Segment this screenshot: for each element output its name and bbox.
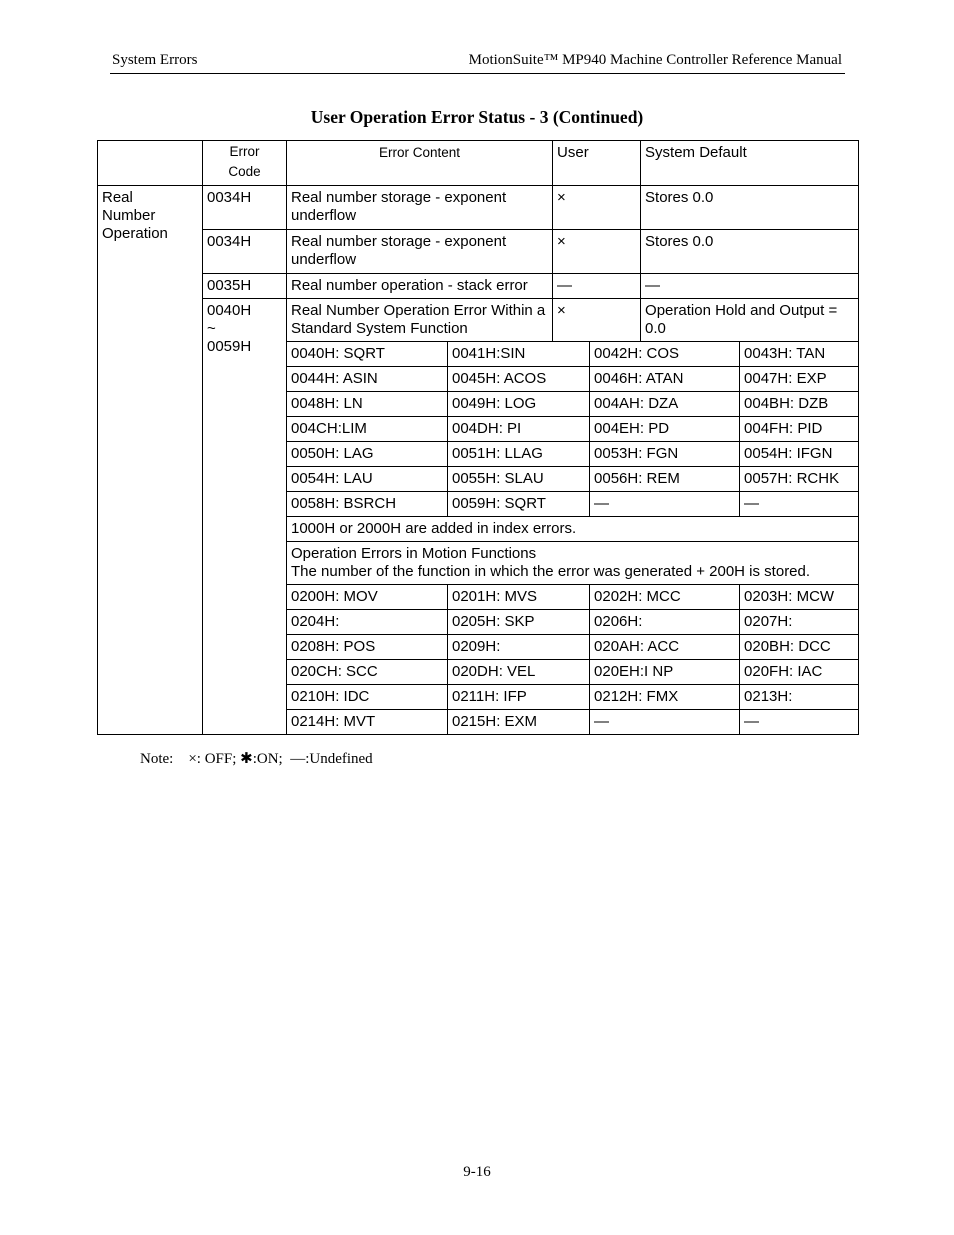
function-cell: 0040H: SQRT	[287, 342, 448, 367]
table-title: User Operation Error Status - 3 (Continued)	[310, 107, 644, 127]
page-number: 9-16	[463, 1164, 491, 1180]
index-note: 1000H or 2000H are added in index errors.	[287, 517, 859, 542]
error-code-range: 0040H ~ 0059H	[203, 299, 287, 735]
function-cell: 0050H: LAG	[287, 442, 448, 467]
user-value: ×	[553, 299, 641, 342]
function-cell: —	[590, 710, 740, 735]
function-cell: 0212H: FMX	[590, 685, 740, 710]
function-cell: 0200H: MOV	[287, 585, 448, 610]
system-default: Stores 0.0	[641, 230, 859, 274]
function-cell: 004FH: PID	[740, 417, 859, 442]
function-cell: 0055H: SLAU	[448, 467, 590, 492]
error-content: Real number storage - exponent underflow	[287, 186, 553, 230]
function-cell: 0211H: IFP	[448, 685, 590, 710]
function-cell: 020DH: VEL	[448, 660, 590, 685]
error-content: Real number storage - exponent underflow	[287, 230, 553, 274]
header-manual-title: MotionSuite™ MP940 Machine Controller Reference Manual	[468, 52, 842, 68]
function-cell: 0209H:	[448, 635, 590, 660]
error-code: 0035H	[203, 274, 287, 299]
function-cell: 004DH: PI	[448, 417, 590, 442]
header-row	[98, 141, 859, 186]
function-cell: 0044H: ASIN	[287, 367, 448, 392]
header-rule	[110, 73, 845, 74]
function-cell: 0206H:	[590, 610, 740, 635]
function-cell: 0202H: MCC	[590, 585, 740, 610]
function-cell: 0214H: MVT	[287, 710, 448, 735]
function-cell: 0207H:	[740, 610, 859, 635]
function-cell: 0208H: POS	[287, 635, 448, 660]
function-cell: 0215H: EXM	[448, 710, 590, 735]
header-system-default: System Default	[641, 141, 859, 186]
header-section: System Errors	[112, 52, 198, 68]
function-cell: 020AH: ACC	[590, 635, 740, 660]
function-cell: 0043H: TAN	[740, 342, 859, 367]
function-cell: 004CH:LIM	[287, 417, 448, 442]
function-cell: 0203H: MCW	[740, 585, 859, 610]
group-label-cell: Real Number Operation	[98, 186, 203, 735]
function-cell: 0049H: LOG	[448, 392, 590, 417]
system-default: —	[641, 274, 859, 299]
function-cell: 0054H: LAU	[287, 467, 448, 492]
function-cell: —	[740, 492, 859, 517]
system-default: Stores 0.0	[641, 186, 859, 230]
header-blank-cell	[98, 141, 203, 186]
function-cell: 0213H:	[740, 685, 859, 710]
function-cell: 0046H: ATAN	[590, 367, 740, 392]
function-cell: 0205H: SKP	[448, 610, 590, 635]
user-value: ×	[553, 186, 641, 230]
function-cell: 0051H: LLAG	[448, 442, 590, 467]
user-value: —	[553, 274, 641, 299]
error-content: Real number operation - stack error	[287, 274, 553, 299]
function-cell: 020BH: DCC	[740, 635, 859, 660]
function-cell: 0204H:	[287, 610, 448, 635]
error-code: 0034H	[203, 186, 287, 230]
function-cell: 0042H: COS	[590, 342, 740, 367]
function-cell: 0047H: EXP	[740, 367, 859, 392]
function-cell: 0048H: LN	[287, 392, 448, 417]
function-cell: 0056H: REM	[590, 467, 740, 492]
header-error-content: Error Content	[287, 141, 553, 186]
function-cell: 0054H: IFGN	[740, 442, 859, 467]
motion-note: Operation Errors in Motion Functions The number of the function in which the error was generated + 200H is stored.	[287, 542, 859, 585]
function-cell: 0041H:SIN	[448, 342, 590, 367]
function-cell: 0045H: ACOS	[448, 367, 590, 392]
function-cell: 0058H: BSRCH	[287, 492, 448, 517]
function-cell: —	[590, 492, 740, 517]
function-cell: 004EH: PD	[590, 417, 740, 442]
function-cell: 0059H: SQRT	[448, 492, 590, 517]
function-cell: 020EH:I NP	[590, 660, 740, 685]
header-user: User	[553, 141, 641, 186]
function-cell: 0057H: RCHK	[740, 467, 859, 492]
function-cell: —	[740, 710, 859, 735]
function-cell: 004AH: DZA	[590, 392, 740, 417]
function-cell: 020FH: IAC	[740, 660, 859, 685]
user-value: ×	[553, 230, 641, 274]
table-row	[98, 186, 859, 230]
error-content: Real Number Operation Error Within a Standard System Function	[287, 299, 553, 342]
error-status-table	[97, 140, 859, 735]
header-error-code: Error Code	[203, 141, 287, 186]
system-default: Operation Hold and Output = 0.0	[641, 299, 859, 342]
function-cell: 0053H: FGN	[590, 442, 740, 467]
legend-note: Note: ×: OFF; ✱:ON; —:Undefined	[140, 751, 373, 767]
table-row	[98, 299, 859, 342]
function-cell: 020CH: SCC	[287, 660, 448, 685]
function-cell: 0210H: IDC	[287, 685, 448, 710]
error-code: 0034H	[203, 230, 287, 274]
function-cell: 004BH: DZB	[740, 392, 859, 417]
table-row	[98, 274, 859, 299]
function-cell: 0201H: MVS	[448, 585, 590, 610]
table-row	[98, 230, 859, 274]
